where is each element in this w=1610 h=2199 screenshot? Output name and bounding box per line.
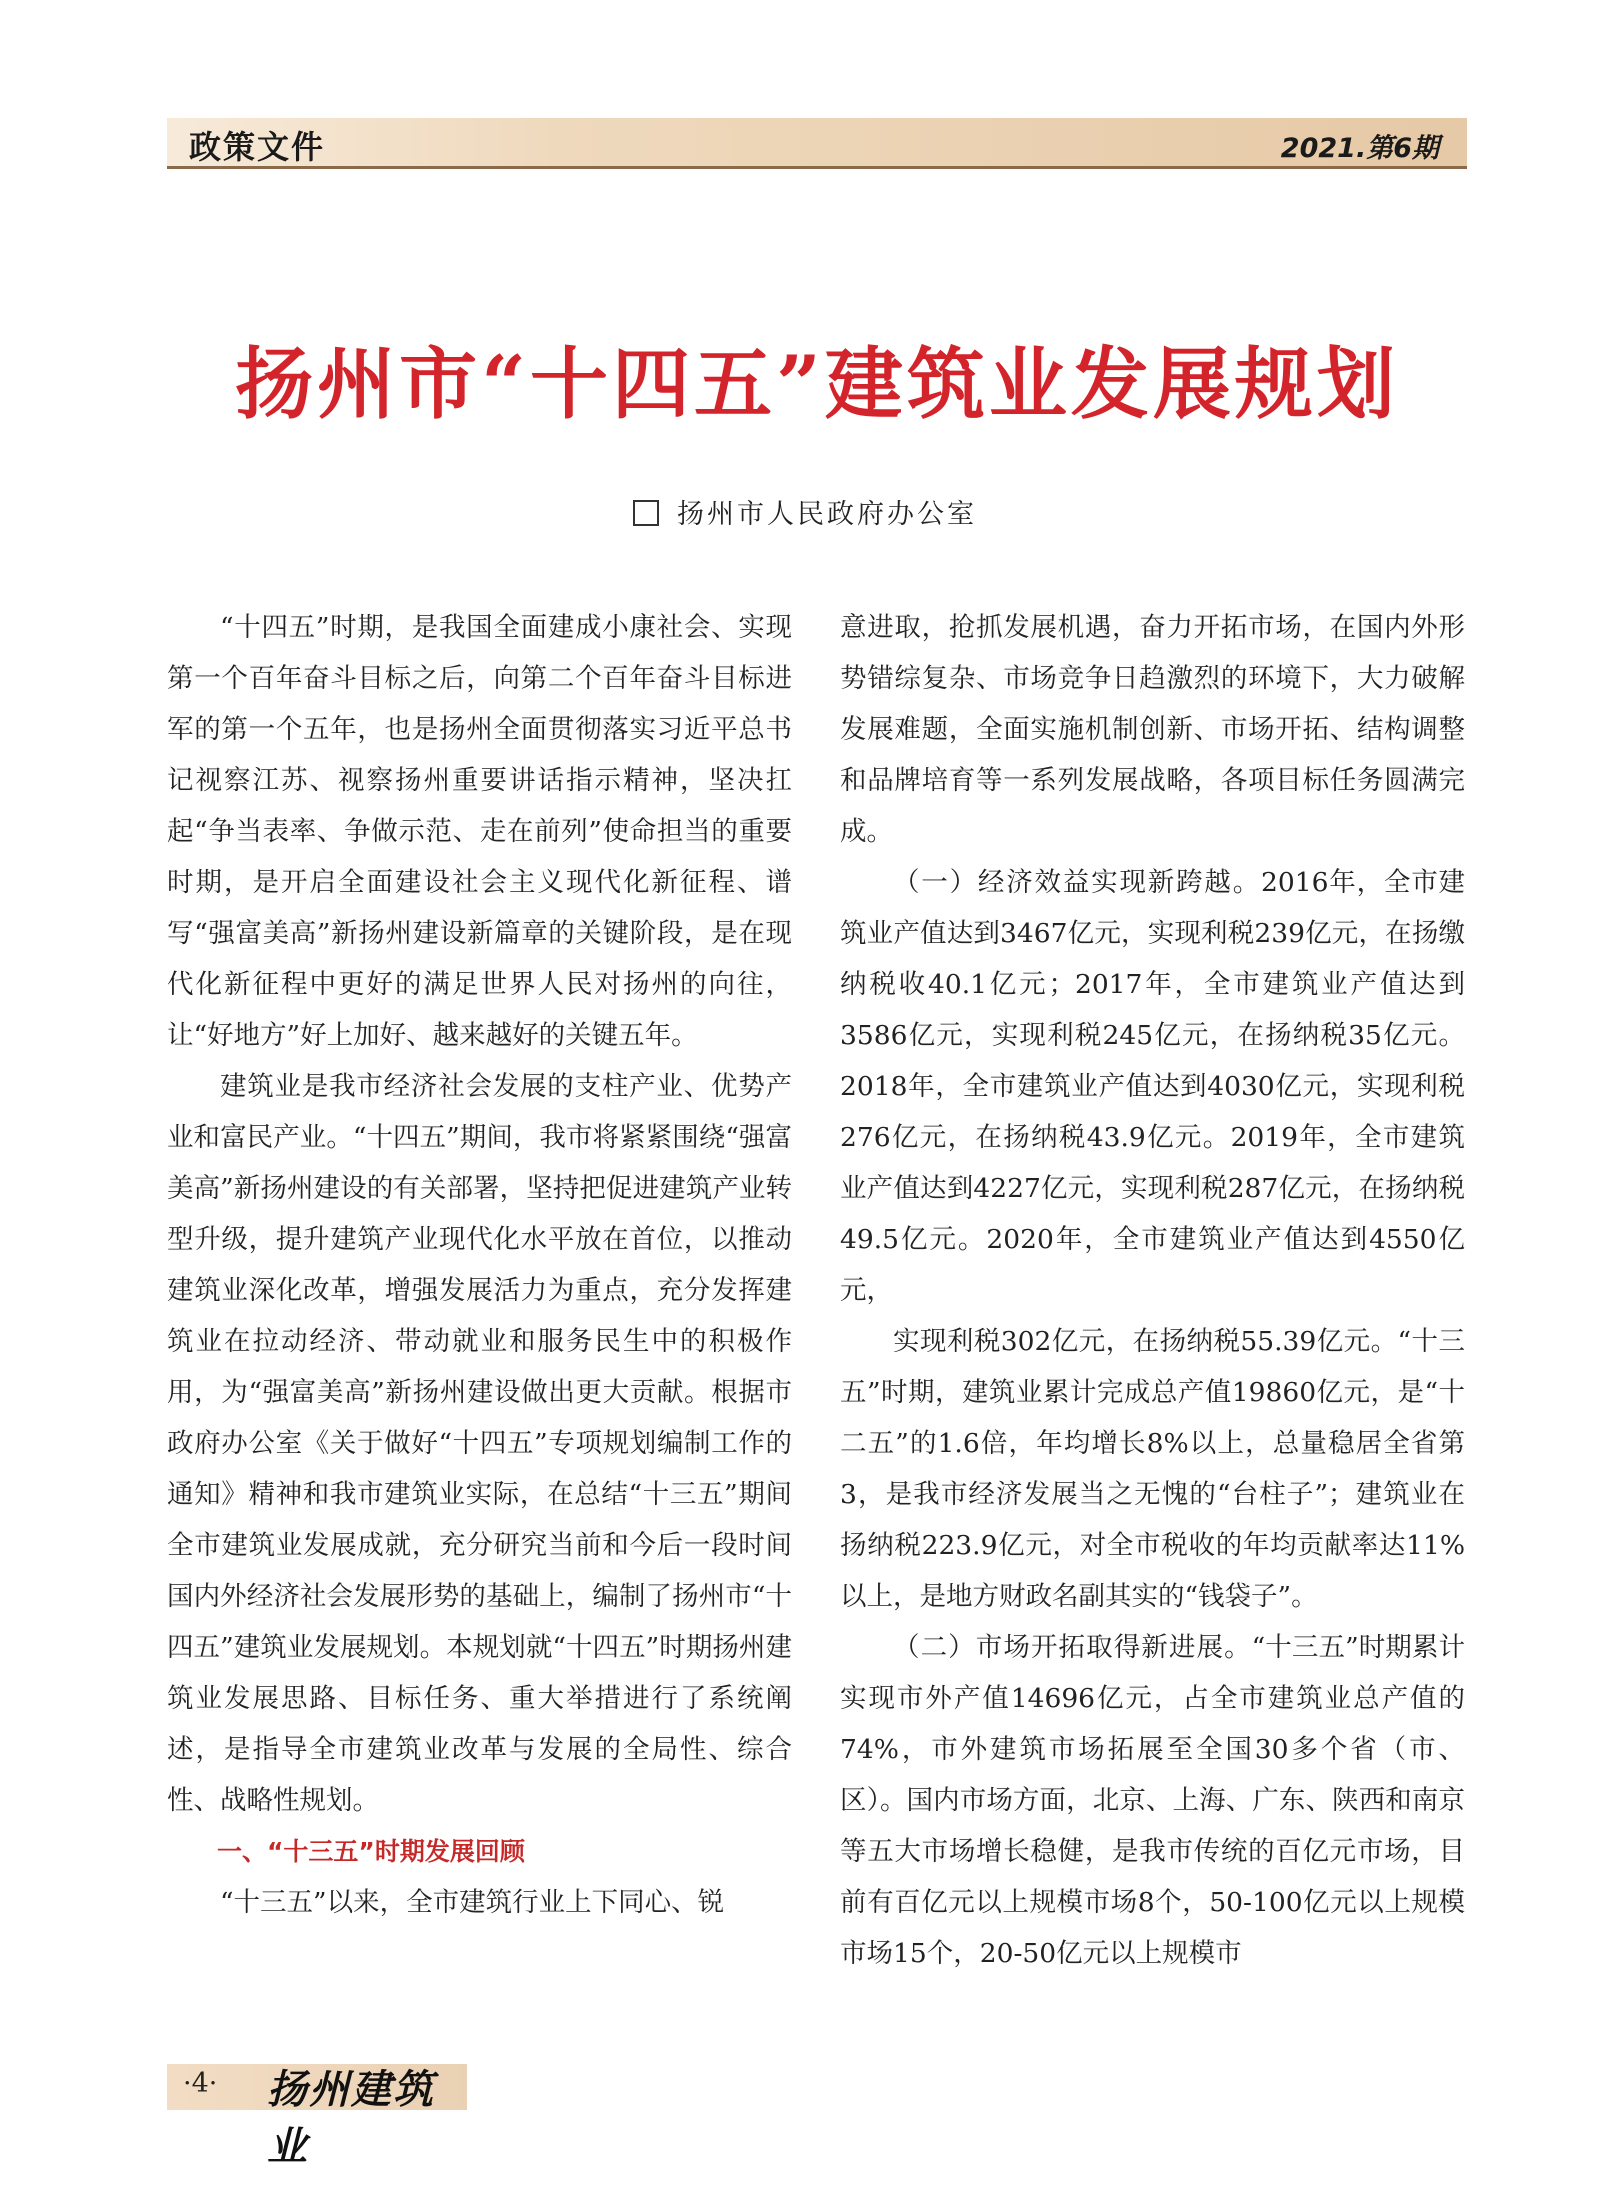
issue-label: 2021.第6期	[1280, 133, 1439, 164]
paragraph: “十三五”以来，全市建筑行业上下同心、锐	[220, 1887, 725, 1918]
paragraph: 意进取，抢抓发展机遇，奋力开拓市场，在国内外形势错综复杂、市场竞争日趋激烈的环境下，大力破解发展难题，全面实施机制创新、市场开拓、结构调整和品牌培育等一系列发展战略，各项目标任务圆满完成。	[840, 612, 1465, 847]
right-column	[840, 602, 1465, 1979]
paragraph	[840, 857, 1465, 1316]
left-column	[167, 602, 792, 1928]
paragraph	[840, 1622, 1465, 1979]
magazine-logo: 扬州建筑业	[267, 2066, 435, 2170]
paragraph-text: “十三五”时期累计实现市外产值14696亿元，占全市建筑业总产值的74%，市外建筑市场拓展至全国30多个省（市、区）。国内市场方面，北京、上海、广东、陕西和南京等五大市场增长稳健，是我市传统的百亿元市场，目前有百亿元以上规模市场8个，50-100亿元以上规模市场15个，20-50亿元以上规模市	[840, 1632, 1465, 1969]
page-number: ·4·	[183, 2068, 218, 2099]
author: 扬州市人民政府办公室	[677, 499, 977, 530]
article-title: 扬州市“十四五”建筑业发展规划	[235, 339, 1399, 430]
section-heading: 一、“十三五”时期发展回顾	[217, 1837, 525, 1866]
subsection-heading: （二）市场开拓取得新进展。	[893, 1632, 1252, 1663]
section-label: 政策文件	[189, 128, 326, 166]
paragraph: 实现利税302亿元，在扬纳税55.39亿元。“十三五”时期，建筑业累计完成总产值19860亿元，是“十二五”的1.6倍，年均增长8%以上，总量稳居全省第3，是我市经济发展当之无愧的“台柱子”；建筑业在扬纳税223.9亿元，对全市税收的年均贡献率达11%以上，是地方财政名副其实的“钱袋子”。	[840, 1326, 1465, 1612]
byline-box-icon	[633, 500, 659, 526]
subsection-heading: （一）经济效益实现新跨越。	[893, 867, 1262, 898]
paragraph: “十四五”时期，是我国全面建成小康社会、实现第一个百年奋斗目标之后，向第二个百年奋斗目标进军的第一个五年，也是扬州全面贯彻落实习近平总书记视察江苏、视察扬州重要讲话指示精神，坚决扛起“争当表率、争做示范、走在前列”使命担当的重要时期，是开启全面建设社会主义现代化新征程、谱写“强富美高”新扬州建设新篇章的关键阶段，是在现代化新征程中更好的满足世界人民对扬州的向往，让“好地方”好上加好、越来越好的关键五年。	[167, 612, 792, 1051]
page-footer	[167, 2064, 467, 2170]
paragraph: 建筑业是我市经济社会发展的支柱产业、优势产业和富民产业。“十四五”期间，我市将紧紧围绕“强富美高”新扬州建设的有关部署，坚持把促进建筑产业转型升级，提升建筑产业现代化水平放在首位，以推动建筑业深化改革，增强发展活力为重点，充分发挥建筑业在拉动经济、带动就业和服务民生中的积极作用，为“强富美高”新扬州建设做出更大贡献。根据市政府办公室《关于做好“十四五”专项规划编制工作的通知》精神和我市建筑业实际，在总结“十三五”期间全市建筑业发展成就，充分研究当前和今后一段时间国内外经济社会发展形势的基础上，编制了扬州市“十四五”建筑业发展规划。本规划就“十四五”时期扬州建筑业发展思路、目标任务、重大举措进行了系统阐述，是指导全市建筑业改革与发展的全局性、综合性、战略性规划。	[167, 1071, 792, 1816]
paragraph-text: 2016年，全市建筑业产值达到3467亿元，实现利税239亿元，在扬缴纳税收40.1亿元；2017年，全市建筑业产值达到3586亿元，实现利税245亿元，在扬纳税35亿元。2018年，全市建筑业产值达到4030亿元，实现利税276亿元，在扬纳税43.9亿元。2019年，全市建筑业产值达到4227亿元，实现利税287亿元，在扬纳税49.5亿元。2020年，全市建筑业产值达到4550亿元，	[840, 867, 1465, 1306]
page-header	[167, 118, 1467, 169]
byline	[0, 492, 1610, 531]
